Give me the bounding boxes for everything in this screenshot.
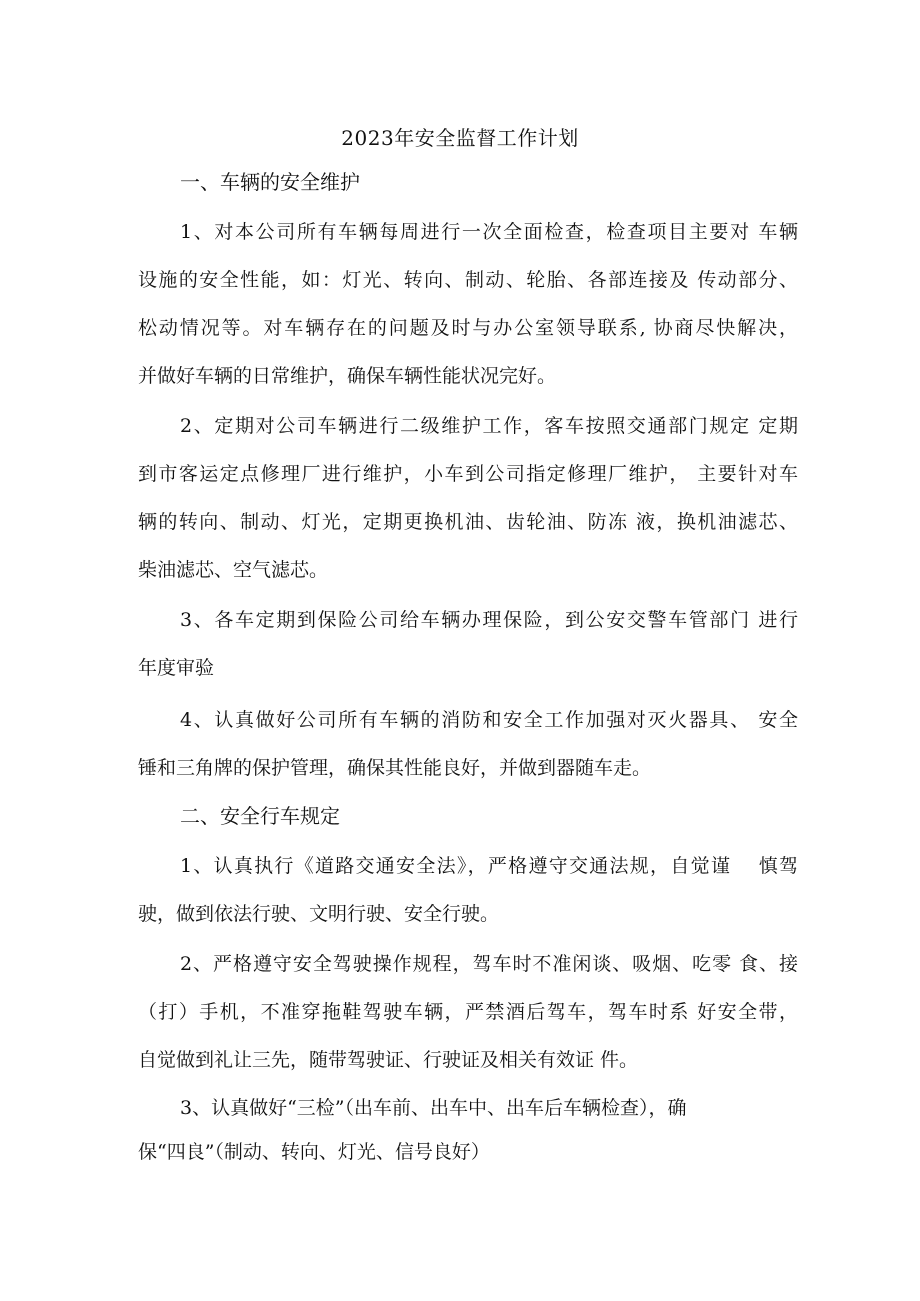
- paragraph-1-4: [138, 696, 798, 792]
- paragraph-line: 3、各车定期到保险公司给车辆办理保险，到公安交警车管部门 进行: [180, 609, 798, 631]
- paragraph-line: 年度审验: [138, 657, 215, 679]
- paragraph-2-1: [138, 842, 798, 938]
- paragraph-line: （打）手机，不准穿拖鞋驾驶车辆，严禁酒后驾车，驾车时系 好安全带，: [138, 1001, 798, 1023]
- paragraph-1-2: [138, 402, 798, 594]
- paragraph-line: 1、认真执行《道路交通安全法》，严格遵守交通法规，自觉谨 慎驾: [180, 855, 798, 877]
- paragraph-1-1: [138, 208, 798, 400]
- paragraph-line: 3、认真做好“三检”（出车前、出车中、出车后车辆检查），确: [180, 1097, 687, 1119]
- paragraph-line: 保“四良”（制动、转向、灯光、信号良好）: [138, 1141, 490, 1163]
- paragraph-line: 辆的转向、制动、灯光，定期更换机油、齿轮油、防冻 液，换机油滤芯、: [138, 511, 798, 533]
- section-heading-1: 一、车辆的安全维护: [180, 170, 360, 194]
- paragraph-line: 4、认真做好公司所有车辆的消防和安全工作加强对灭火器具、 安全: [180, 709, 798, 731]
- paragraph-line: 2、定期对公司车辆进行二级维护工作，客车按照交通部门规定 定期: [180, 415, 798, 437]
- paragraph-line: 松动情况等。对车辆存在的问题及时与办公室领导联系, 协商尽快解决，: [138, 317, 798, 339]
- paragraph-line: 自觉做到礼让三先，随带驾驶证、行驶证及相关有效证 件。: [138, 1049, 639, 1071]
- paragraph-line: 锤和三角牌的保护管理，确保其性能良好，并做到器随车走。: [138, 757, 652, 779]
- paragraph-line: 设施的安全性能，如：灯光、转向、制动、轮胎、各部连接及 传动部分、: [138, 269, 798, 291]
- paragraph-line: 驶，做到依法行驶、文明行驶、安全行驶。: [138, 903, 500, 925]
- paragraph-line: 1、对本公司所有车辆每周进行一次全面检查，检查项目主要对 车辆: [180, 221, 798, 243]
- paragraph-1-3: [138, 596, 798, 692]
- paragraph-line: 到市客运定点修理厂进行维护，小车到公司指定修理厂维护， 主要针对车: [138, 463, 798, 485]
- paragraph-line: 2、严格遵守安全驾驶操作规程，驾车时不准闲谈、吸烟、吃零 食、接: [180, 953, 798, 975]
- paragraph-line: 并做好车辆的日常维护，确保车辆性能状况完好。: [138, 365, 557, 387]
- paragraph-2-3: [138, 1086, 798, 1174]
- paragraph-line: 柴油滤芯、空气滤芯。: [138, 559, 329, 581]
- section-heading-2: 二、安全行车规定: [180, 804, 340, 828]
- paragraph-2-2: [138, 940, 798, 1084]
- page-title: 2023年安全监督工作计划: [341, 126, 579, 150]
